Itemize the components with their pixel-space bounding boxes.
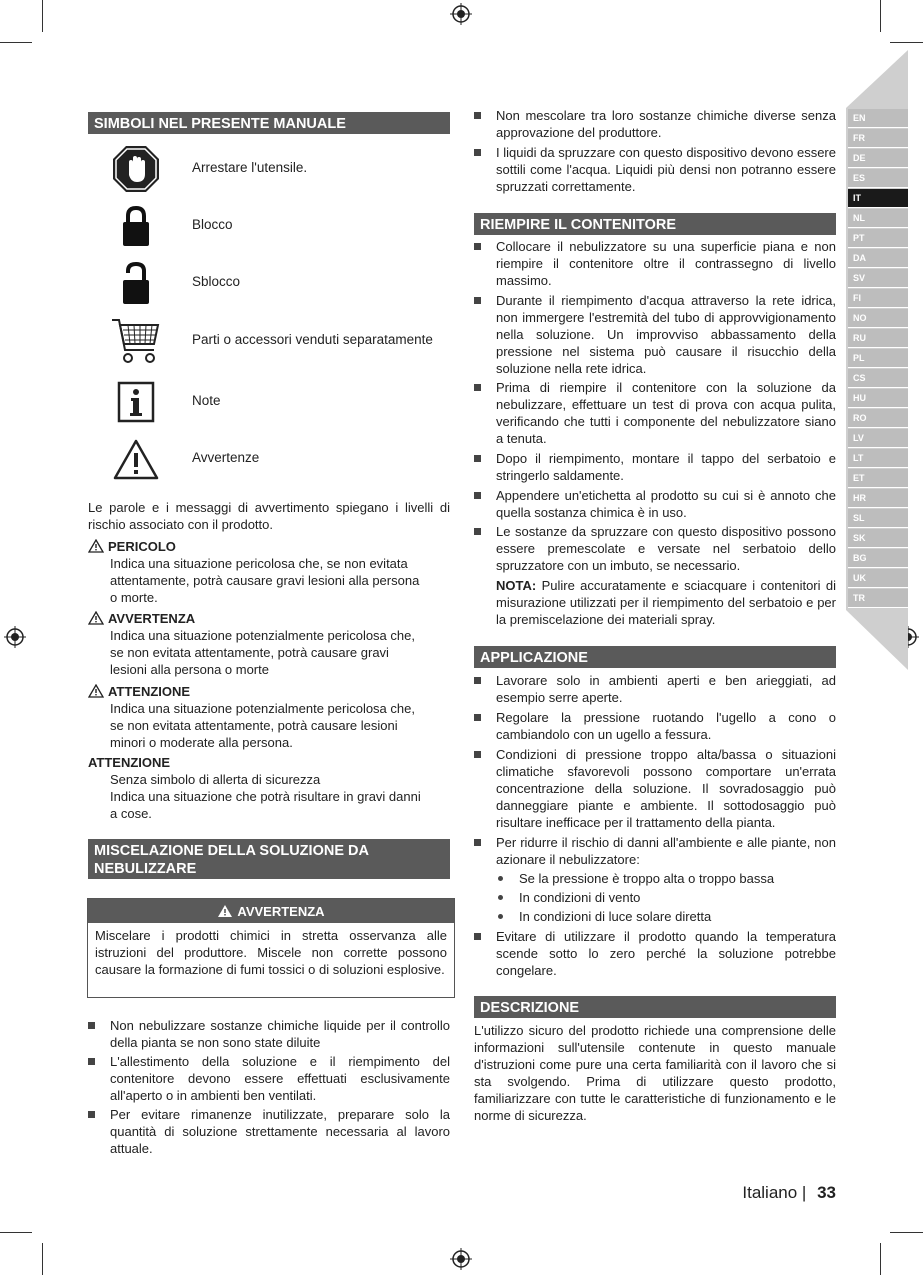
language-tab-bg: BG bbox=[848, 549, 908, 568]
list-item-text: Dopo il riempimento, montare il tappo del serbatoio e stringerlo saldamente. bbox=[496, 451, 836, 483]
list-item bbox=[474, 450, 836, 484]
list-item bbox=[474, 238, 836, 289]
note-label: NOTA: bbox=[496, 578, 537, 593]
list-item bbox=[474, 379, 836, 447]
list-item bbox=[474, 144, 836, 195]
application-section-title: APPLICAZIONE bbox=[474, 646, 836, 668]
list-item-text: Durante il riempimento d'acqua attraverso la rete idrica, non immergere l'estremità del tubo di approvvigionamento nella soluzione. Un improvviso abbassamento della pressione nel sistema può causare il risucchio della soluzione nella rete idrica. bbox=[496, 293, 836, 376]
sub-list-item-text: Se la pressione è troppo alta o troppo bassa bbox=[519, 871, 775, 886]
description-section-title: DESCRIZIONE bbox=[474, 996, 836, 1018]
warning-box-title: AVVERTENZA bbox=[237, 903, 325, 919]
symbol-label: Parti o accessori venduti separatamente bbox=[192, 332, 433, 347]
crop-mark bbox=[42, 1243, 43, 1275]
list-item bbox=[474, 672, 836, 706]
signal-line: Indica una situazione che potrà risultare in gravi danni bbox=[110, 789, 421, 804]
symbol-row bbox=[88, 258, 450, 308]
list-item-text: I liquidi da spruzzare con questo dispositivo devono essere sottili come l'acqua. Liquidi più densi non potranno essere spruzzati correttamente. bbox=[496, 145, 836, 194]
crop-mark bbox=[880, 1243, 881, 1275]
bullet-square bbox=[474, 677, 481, 684]
page-number: 33 bbox=[817, 1183, 836, 1202]
language-tab-da: DA bbox=[848, 249, 908, 268]
bullet-square bbox=[474, 112, 481, 119]
bullet-square bbox=[88, 1058, 95, 1065]
warning-small-icon bbox=[88, 684, 104, 698]
language-tab-hu: HU bbox=[848, 389, 908, 408]
language-tab-pl: PL bbox=[848, 349, 908, 368]
signal-line: o morte. bbox=[110, 590, 158, 605]
signal-line: attentamente, potrà causare gravi lesioni alla persona bbox=[110, 573, 420, 588]
unlock-icon bbox=[110, 258, 162, 308]
bullet-square bbox=[474, 751, 481, 758]
signal-title: ATTENZIONE bbox=[88, 755, 171, 770]
language-tab-es: ES bbox=[848, 169, 908, 188]
signal-words-intro: Le parole e i messaggi di avvertimento spiegano i livelli di rischio associato con il prodotto. bbox=[88, 500, 450, 532]
language-tab-it: IT bbox=[848, 189, 908, 208]
signal-line: a cose. bbox=[110, 806, 152, 821]
list-item bbox=[474, 709, 836, 743]
list-item bbox=[474, 523, 836, 574]
language-tab-lt: LT bbox=[848, 449, 908, 468]
list-item-text: Per ridurre il rischio di danni all'ambiente e alle piante, non azionare il nebulizzatore: bbox=[496, 835, 836, 867]
mixing-section-title bbox=[88, 839, 450, 879]
symbol-row bbox=[88, 434, 450, 484]
registration-mark-icon bbox=[450, 3, 472, 25]
language-tab-nl: NL bbox=[848, 209, 908, 228]
list-item bbox=[88, 1053, 450, 1104]
symbol-label: Arrestare l'utensile. bbox=[192, 160, 308, 175]
footer bbox=[700, 1181, 836, 1205]
list-item bbox=[474, 107, 836, 141]
bullet-square bbox=[474, 297, 481, 304]
sub-list-item-text: In condizioni di vento bbox=[519, 890, 641, 905]
list-item-text: Non mescolare tra loro sostanze chimiche diverse senza approvazione del produttore. bbox=[496, 108, 836, 140]
language-tab-lv: LV bbox=[848, 429, 908, 448]
fill-note bbox=[496, 577, 836, 628]
mixing-title-line1: MISCELAZIONE DELLA SOLUZIONE DA bbox=[94, 843, 369, 859]
language-tab-ro: RO bbox=[848, 409, 908, 428]
language-tab-de: DE bbox=[848, 149, 908, 168]
warning-small-icon bbox=[88, 539, 104, 553]
list-item bbox=[474, 928, 836, 979]
bullet-dot bbox=[498, 876, 503, 881]
bullet-square bbox=[474, 839, 481, 846]
language-tab-fi: FI bbox=[848, 289, 908, 308]
language-tab-uk: UK bbox=[848, 569, 908, 588]
signal-line: Indica una situazione pericolosa che, se non evitata bbox=[110, 556, 408, 571]
symbol-label: Blocco bbox=[192, 217, 233, 232]
bullet-dot bbox=[498, 895, 503, 900]
crop-mark bbox=[0, 1232, 32, 1233]
list-item bbox=[88, 1106, 450, 1157]
language-tab-en: EN bbox=[848, 109, 908, 128]
registration-mark-icon bbox=[4, 626, 26, 648]
list-item bbox=[474, 746, 836, 831]
language-tab-ru: RU bbox=[848, 329, 908, 348]
crop-mark bbox=[42, 0, 43, 32]
list-item-text: L'allestimento della soluzione e il riempimento del contenitore devono essere effettuati esclusivamente all'aperto o in ambienti ben ventilati. bbox=[110, 1054, 450, 1103]
mixing-title-line2: NEBULIZZARE bbox=[94, 861, 197, 877]
symbol-row bbox=[88, 144, 450, 194]
bullet-square bbox=[88, 1111, 95, 1118]
bullet-square bbox=[474, 933, 481, 940]
list-item-text: Le sostanze da spruzzare con questo dispositivo possono essere premescolate e versate nel serbatoio dello spruzzatore con un imbuto, se necessario. bbox=[496, 524, 836, 573]
lock-icon bbox=[110, 201, 162, 251]
warning-box-header bbox=[88, 899, 454, 923]
note-text: Pulire accuratamente e sciacquare i contenitori di misurazione utilizzati per il riempimento del serbatoio e per la premiscelazione dei materiali spray. bbox=[496, 578, 836, 627]
list-item-text: Prima di riempire il contenitore con la soluzione da nebulizzare, effettuare un test di prova con acqua pulita, verificando che tutti i componente del nebulizzatore siano a tenuta. bbox=[496, 380, 836, 446]
signal-line: minori o moderate alla persona. bbox=[110, 735, 293, 750]
warning-triangle-icon bbox=[110, 434, 162, 484]
stop-hand-icon bbox=[110, 144, 162, 194]
fill-section-title: RIEMPIRE IL CONTENITORE bbox=[474, 213, 836, 235]
language-tab-sk: SK bbox=[848, 529, 908, 548]
language-tab-sl: SL bbox=[848, 509, 908, 528]
list-item-text: Collocare il nebulizzatore su una superficie piana e non riempire il contenitore oltre il contrassegno di livello massimo. bbox=[496, 239, 836, 288]
list-item-text: Evitare di utilizzare il prodotto quando la temperatura scende sotto lo zero perché la soluzione potrebbe congelare. bbox=[496, 929, 836, 978]
list-item-text: Appendere un'etichetta al prodotto su cui si è annoto che quella sostanza chimica è in uso. bbox=[496, 488, 836, 520]
language-tab-et: ET bbox=[848, 469, 908, 488]
crop-mark bbox=[880, 0, 881, 32]
list-item bbox=[88, 1017, 450, 1051]
registration-mark-icon bbox=[450, 1248, 472, 1270]
warning-box bbox=[87, 898, 455, 998]
list-item bbox=[474, 834, 836, 868]
symbol-row bbox=[88, 201, 450, 251]
list-item-text: Per evitare rimanenze inutilizzate, preparare solo la quantità di soluzione strettamente necessaria al lavoro attuale. bbox=[110, 1107, 450, 1156]
language-tab-pt: PT bbox=[848, 229, 908, 248]
language-tab-no: NO bbox=[848, 309, 908, 328]
list-item-text: Non nebulizzare sostanze chimiche liquide per il controllo della pianta se non sono state diluite bbox=[110, 1018, 450, 1050]
bullet-square bbox=[474, 384, 481, 391]
symbol-label: Note bbox=[192, 393, 221, 408]
language-tab-cs: CS bbox=[848, 369, 908, 388]
signal-line: se non evitata attentamente, potrà causare lesioni bbox=[110, 718, 398, 733]
language-tab-hr: HR bbox=[848, 489, 908, 508]
language-tab-fr: FR bbox=[848, 129, 908, 148]
info-icon bbox=[110, 377, 162, 427]
list-item-text: Lavorare solo in ambienti aperti e ben arieggiati, ad esempio serre aperte. bbox=[496, 673, 836, 705]
sub-list-item-text: In condizioni di luce solare diretta bbox=[519, 909, 712, 924]
signal-line: lesioni alla persona o morte bbox=[110, 662, 269, 677]
bullet-dot bbox=[498, 914, 503, 919]
bullet-square bbox=[474, 528, 481, 535]
bullet-square bbox=[474, 714, 481, 721]
signal-title: PERICOLO bbox=[108, 539, 176, 554]
symbol-row bbox=[88, 316, 450, 366]
bullet-square bbox=[88, 1022, 95, 1029]
list-item bbox=[474, 487, 836, 521]
symbol-row bbox=[88, 377, 450, 427]
crop-mark bbox=[0, 42, 32, 43]
signal-line: se non evitata attentamente, potrà causare gravi bbox=[110, 645, 389, 660]
bullet-square bbox=[474, 455, 481, 462]
signal-line: Indica una situazione potenzialmente pericolosa che, bbox=[110, 701, 415, 716]
signal-line: Indica una situazione potenzialmente pericolosa che, bbox=[110, 628, 415, 643]
symbol-label: Sblocco bbox=[192, 274, 241, 289]
warning-box-text: Miscelare i prodotti chimici in stretta osservanza alle istruzioni del produttore. Miscele non corrette possono causare la formazione di fumi tossici o di soluzioni esplosive. bbox=[95, 928, 447, 977]
footer-language: Italiano | bbox=[742, 1183, 807, 1202]
signal-title: AVVERTENZA bbox=[108, 611, 196, 626]
warning-small-icon bbox=[88, 611, 104, 625]
warning-filled-icon bbox=[217, 904, 233, 918]
signal-title: ATTENZIONE bbox=[108, 684, 191, 699]
language-tab-tr: TR bbox=[848, 589, 908, 608]
symbols-section-title: SIMBOLI NEL PRESENTE MANUALE bbox=[88, 112, 450, 134]
list-item bbox=[474, 292, 836, 377]
list-item-text: Condizioni di pressione troppo alta/bassa o situazioni climatiche sfavorevoli possono comportare un'errata concentrazione della soluzione. Il sovradosaggio può danneggiare piante e ambiente. Il sottodosaggio può risultare inefficace per il trattamento della pianta. bbox=[496, 747, 836, 830]
crop-mark bbox=[890, 42, 923, 43]
signal-line: Senza simbolo di allerta di sicurezza bbox=[110, 772, 321, 787]
shopping-cart-icon bbox=[110, 316, 162, 366]
bullet-square bbox=[474, 492, 481, 499]
language-tab-sv: SV bbox=[848, 269, 908, 288]
description-text: L'utilizzo sicuro del prodotto richiede una comprensione delle informazioni sull'utensile contenute in questo manuale d'istruzioni come pure una certa familiarità con il lavoro che si sta svolgendo. Prima di utilizzare questo prodotto, familiarizzare con tutte le caratteristiche di funzionamento e le norme di sicurezza. bbox=[474, 1023, 836, 1123]
bullet-square bbox=[474, 149, 481, 156]
symbol-label: Avvertenze bbox=[192, 450, 260, 465]
list-item-text: Regolare la pressione ruotando l'ugello a cono o cambiandolo con un ugello a fessura. bbox=[496, 710, 836, 742]
crop-mark bbox=[890, 1232, 923, 1233]
bullet-square bbox=[474, 243, 481, 250]
